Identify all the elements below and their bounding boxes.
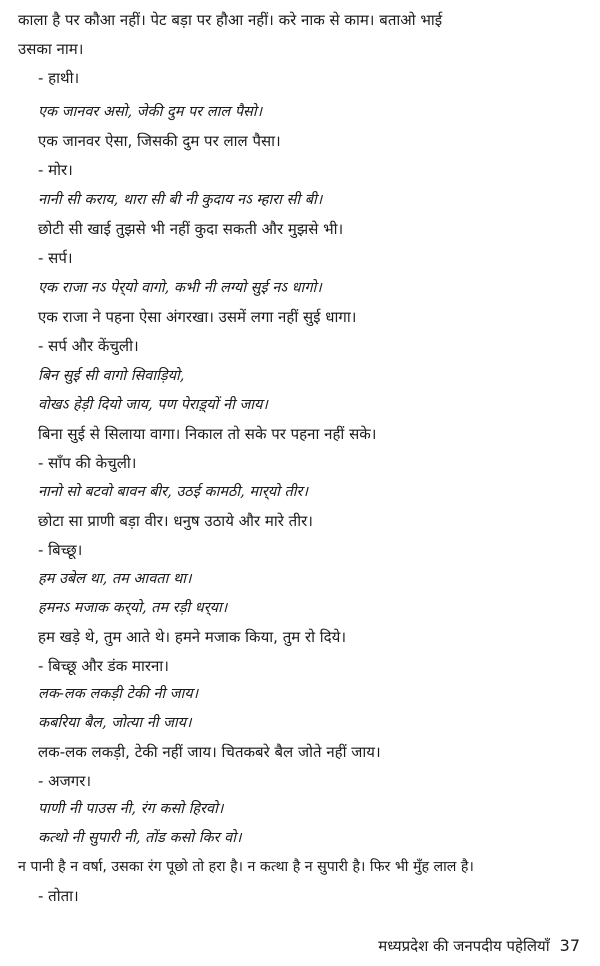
riddle-answer: - सर्प। — [38, 249, 73, 267]
dialect-line: एक राजा नऽ पेर्‌यो वागो, कभी नी लग्यो सुई नऽ धागो। — [38, 280, 322, 296]
riddle-answer: - बिच्छू। — [38, 541, 83, 559]
dialect-line: हम उबेल था, तम आवता था। — [38, 571, 192, 587]
page-number: 37 — [559, 936, 580, 955]
dialect-line: कबरिया बैल, जोत्या नी जाय। — [38, 715, 192, 731]
hindi-translation: छोटी सी खाई तुझसे भी नहीं कुदा सकती और मुझसे भी। — [38, 220, 344, 238]
hindi-translation: हम खड़े थे, तुम आते थे। हमने मजाक किया, तुम रो दिये। — [38, 628, 347, 646]
riddle-block — [38, 186, 594, 273]
dialect-line: लक-लक लकड़ी टेकी नी जाय। — [38, 686, 199, 702]
riddle-block — [38, 98, 594, 185]
riddle-answer: - तोता। — [38, 887, 79, 905]
dialect-line: एक जानवर असो, जेकी दुम पर लाल पैसो। — [38, 104, 263, 120]
book-title: मध्यप्रदेश की जनपदीय पहेलियाँ — [378, 937, 550, 955]
intro-line-1: काला है पर कौआ नहीं। पेट बड़ा पर हौआ नहीं। करे नाक से काम। बताओ भाई — [18, 11, 443, 29]
page-footer — [378, 936, 580, 956]
riddle-answer: - सर्प और केंचुली। — [38, 337, 139, 355]
hindi-translation: छोटा सा प्राणी बड़ा वीर। धनुष उठाये और मारे तीर। — [38, 512, 313, 530]
hindi-translation: न पानी है न वर्षा, उसका रंग पूछो तो हरा है। न कत्था है न सुपारी है। फिर भी मुँह लाल है। — [18, 859, 474, 875]
dialect-line: नानो सो बटवो बावन बीर, उठई कामठी, मार्‌यो तीर। — [38, 484, 308, 500]
riddle-answer: - मोर। — [38, 161, 73, 179]
riddle-block — [38, 680, 594, 796]
dialect-line: बिन सुई सी वागो सिवाड़ियो, — [38, 368, 185, 384]
dialect-line: वोखऽ हेड़ी दियो जाय, पण पेराड़्यों नी जाय। — [38, 397, 268, 413]
intro-answer: - हाथी। — [38, 69, 80, 87]
hindi-translation: लक-लक लकड़ी, टेकी नहीं जाय। चितकबरे बैल जोते नहीं जाय। — [38, 743, 381, 761]
riddle-answer: - अजगर। — [38, 772, 92, 790]
dialect-line: हमनऽ मजाक कर्‌यो, तम रड़ी धर्‌या। — [38, 600, 228, 616]
dialect-line: कत्थो नी सुपारी नी, तोंड कसो किर वो। — [38, 830, 242, 846]
riddle-answer: - बिच्छू और डंक मारना। — [38, 657, 169, 675]
riddle-block — [38, 362, 594, 478]
intro-riddle — [18, 6, 586, 93]
riddle-block — [18, 795, 596, 911]
intro-line-2: उसका नाम। — [18, 40, 84, 58]
dialect-line: पाणी नी पाउस नी, रंग कसो हिरवो। — [38, 801, 224, 817]
riddle-block — [38, 565, 594, 681]
hindi-translation: एक राजा ने पहना ऐसा अंगरखा। उसमें लगा नहीं सुई धागा। — [38, 308, 357, 326]
dialect-line: नानी सी कराय, थारा सी बी नी कुदाय नऽ म्हारा सी बी। — [38, 192, 323, 208]
hindi-translation: बिना सुई से सिलाया वागा। निकाल तो सके पर पहना नहीं सके। — [38, 425, 377, 443]
riddle-block — [38, 274, 594, 361]
hindi-translation: एक जानवर ऐसा, जिसकी दुम पर लाल पैसा। — [38, 132, 281, 150]
riddle-block — [38, 478, 594, 565]
riddle-answer: - साँप की केचुली। — [38, 454, 137, 472]
